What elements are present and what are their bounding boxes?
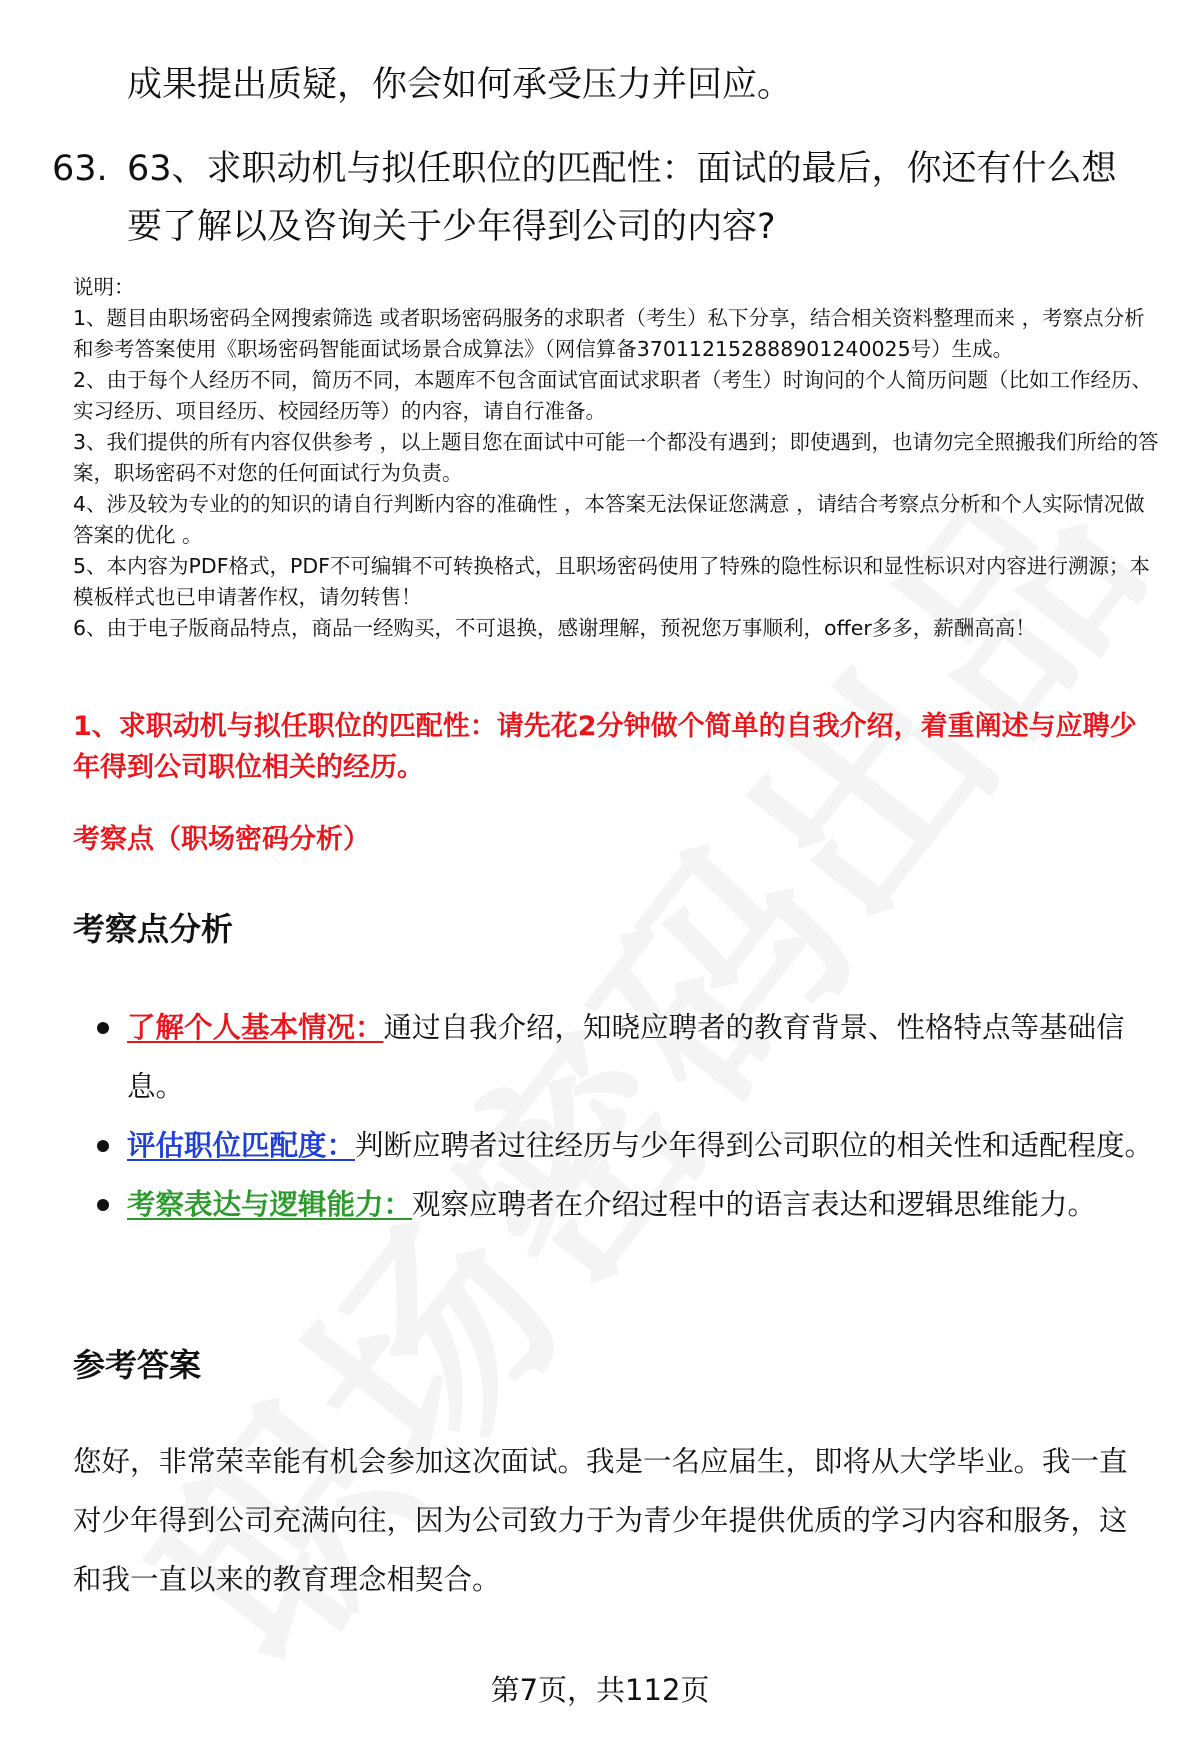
analysis-heading: 考察点分析	[73, 910, 234, 948]
note-item-1: 1、题目由职场密码全网搜索筛选 或者职场密码服务的求职者（考生）私下分享，结合相关资料整理而来 ，考察点分析和参考答案使用《职场密码智能面试场景合成算法》（网信算备370112152888901240025号）生成。	[73, 306, 1145, 361]
analysis-item-label: 评估职位匹配度：	[127, 1129, 356, 1162]
page-footer: 第7页，共112页	[490, 1673, 710, 1707]
bullet-icon	[97, 1140, 109, 1152]
notes-section	[73, 272, 1163, 644]
note-item-4: 4、涉及较为专业的的知识的请自行判断内容的准确性 ，本答案无法保证您满意 ，请结合考察点分析和个人实际情况做答案的优化 。	[73, 492, 1145, 547]
bullet-icon	[97, 1199, 109, 1211]
analysis-item-text: 通过自我介绍，知晓应聘者的教育背景、性格特点等基础信息。	[127, 1011, 1125, 1103]
analysis-item	[95, 1175, 1155, 1234]
analysis-item-label: 了解个人基本情况：	[127, 1011, 384, 1044]
note-item-6: 6、由于电子版商品特点，商品一经购买，不可退换，感谢理解，预祝您万事顺利，offer多多，薪酬高高！	[73, 616, 1036, 640]
question-63-number: 63.	[52, 149, 108, 189]
analysis-list	[95, 998, 1155, 1234]
previous-question-continuation: 成果提出质疑，你会如何承受压力并回应。	[127, 65, 793, 105]
note-item-2: 2、由于每个人经历不同，简历不同，本题库不包含面试官面试求职者（考生）时询问的个人简历问题（比如工作经历、实习经历、项目经历、校园经历等）的内容，请自行准备。	[73, 368, 1153, 423]
analysis-item-text: 判断应聘者过往经历与少年得到公司职位的相关性和适配程度。	[355, 1129, 1154, 1162]
question-63-text: 63、求职动机与拟任职位的匹配性：面试的最后，你还有什么想要了解以及咨询关于少年得到公司的内容?	[127, 149, 1117, 247]
question-63	[52, 140, 1152, 256]
answer-heading: 参考答案	[73, 1346, 202, 1384]
notes-heading: 说明：	[73, 275, 135, 299]
reference-answer: 您好，非常荣幸能有机会参加这次面试。我是一名应届生，即将从大学毕业。我一直对少年得到公司充满向往，因为公司致力于为青少年提供优质的学习内容和服务，这和我一直以来的教育理念相契合。	[73, 1445, 1128, 1596]
bullet-icon	[97, 1022, 109, 1034]
note-item-3: 3、我们提供的所有内容仅供参考 ，以上题目您在面试中可能一个都没有遇到；即使遇到，也请勿完全照搬我们所给的答案，职场密码不对您的任何面试行为负责。	[73, 430, 1159, 485]
analysis-item-text: 观察应聘者在介绍过程中的语言表达和逻辑思维能力。	[412, 1188, 1097, 1221]
interview-question: 1、求职动机与拟任职位的匹配性：请先花2分钟做个简单的自我介绍，着重阐述与应聘少年得到公司职位相关的经历。	[73, 711, 1137, 783]
note-item-5: 5、本内容为PDF格式，PDF不可编辑不可转换格式，且职场密码使用了特殊的隐性标识和显性标识对内容进行溯源；本模板样式也已申请著作权，请勿转售！	[73, 554, 1150, 609]
analysis-item	[95, 1116, 1155, 1175]
analysis-item	[95, 998, 1155, 1116]
exam-point-label: 考察点（职场密码分析）	[73, 824, 370, 855]
analysis-item-label: 考察表达与逻辑能力：	[127, 1188, 413, 1221]
